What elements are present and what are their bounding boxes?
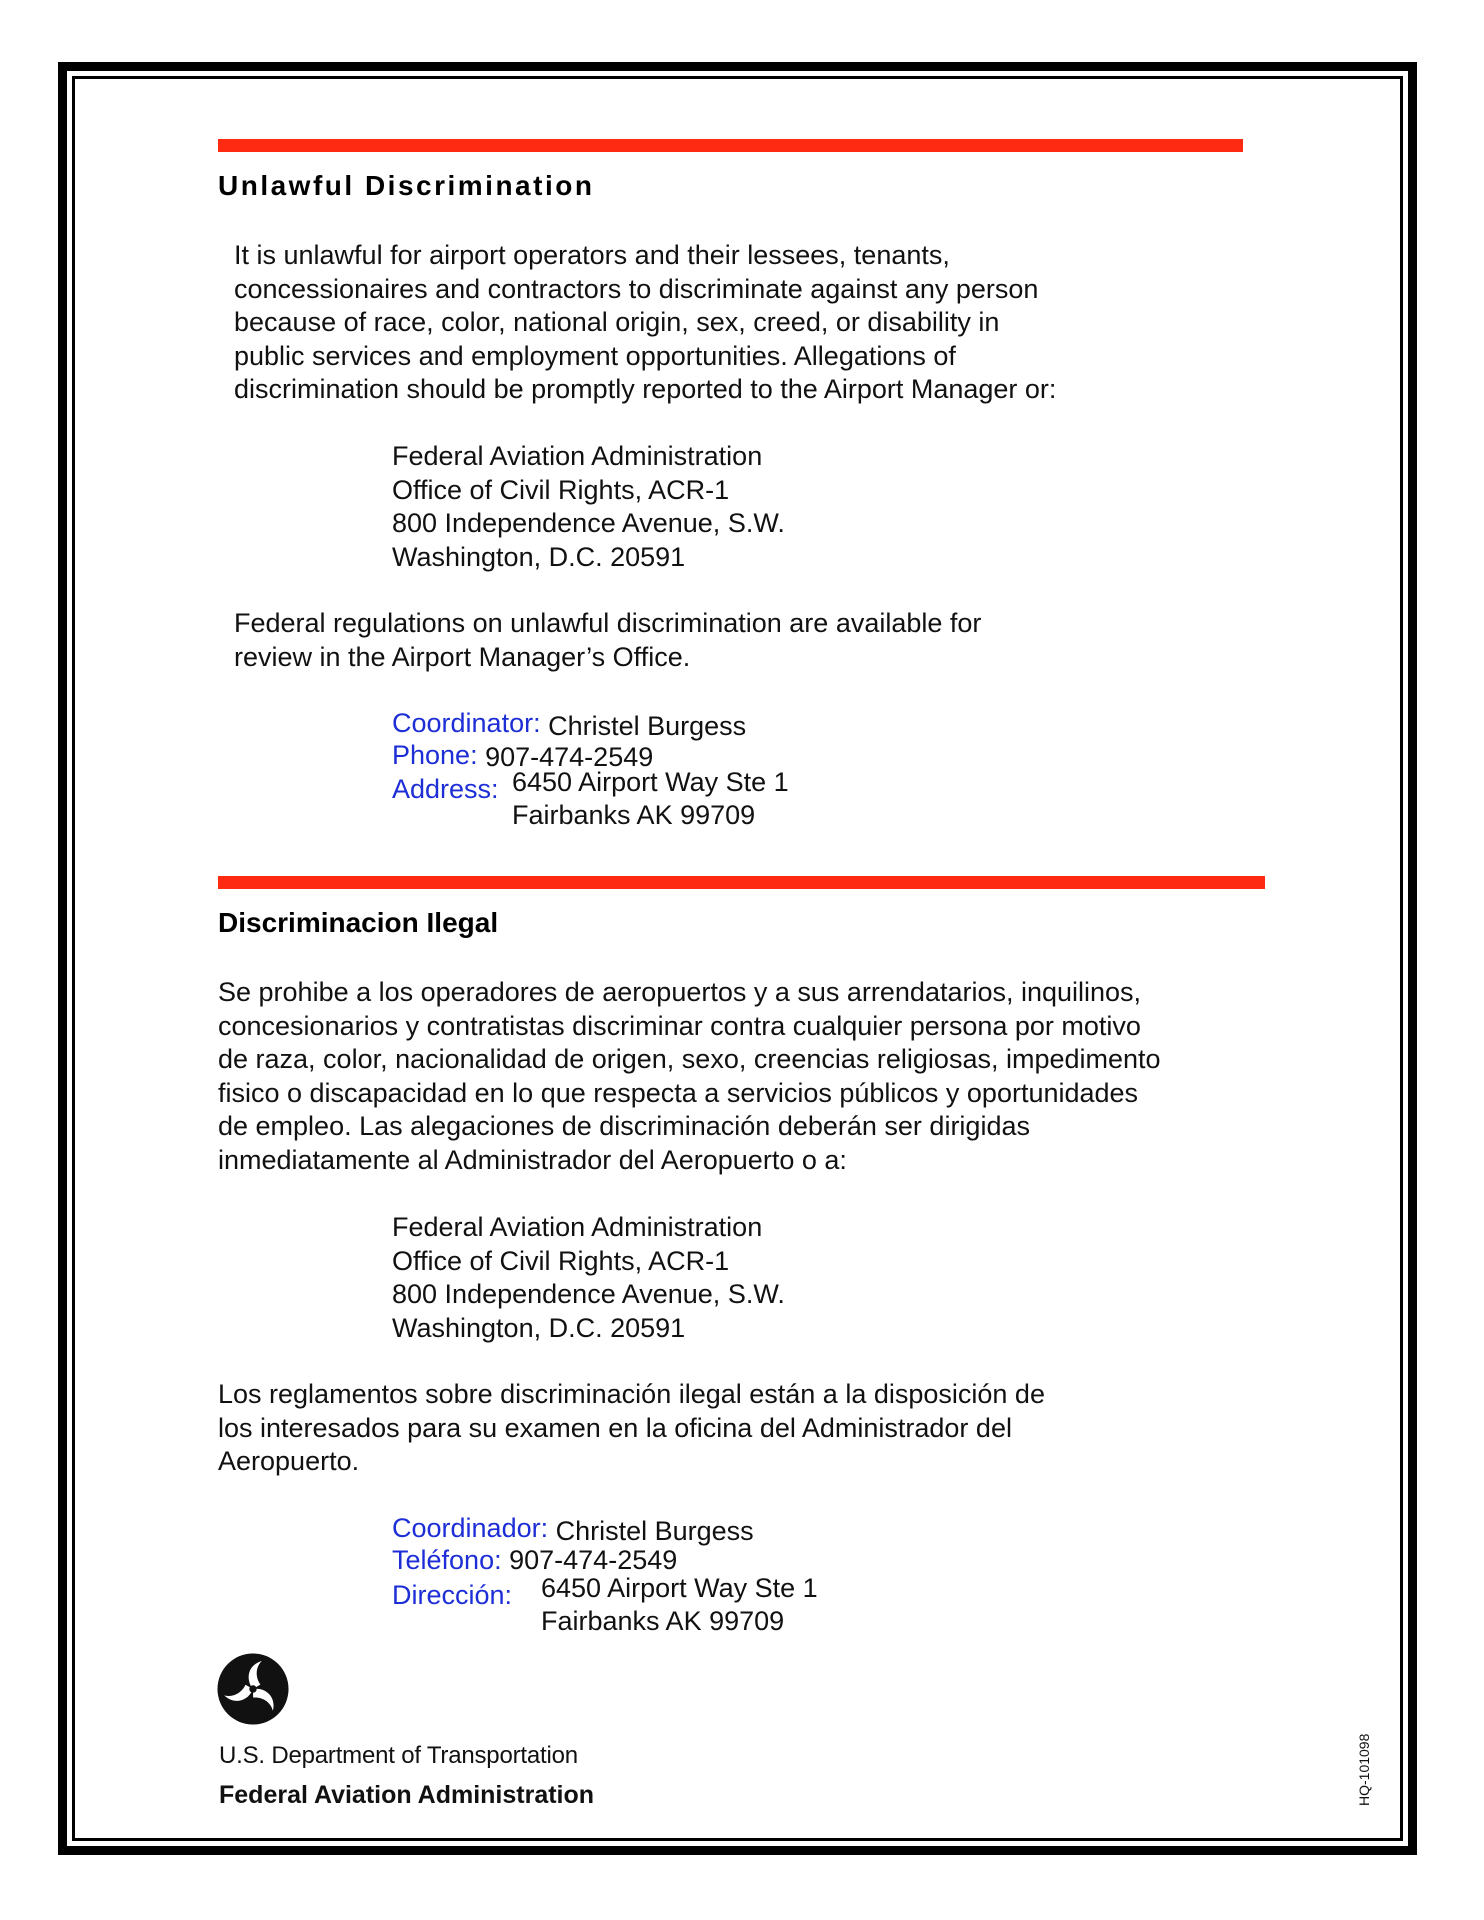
spanish-phone-label: Teléfono: (392, 1545, 502, 1575)
department-name: U.S. Department of Transportation (219, 1742, 578, 1769)
english-coordinator-value: Christel Burgess (548, 711, 747, 741)
spanish-paragraph-1: Se prohibe a los operadores de aeropuertos y a sus arrendatarios, inquilinos, concesionarios y contratistas discriminar contra cualquier persona por motivo de raza, color, nacionalidad de origen, sexo, creencias religiosas, impedimento fisico o discapacidad en lo que respecta a servicios públicos y oportunidades de empleo. Las alegaciones de discriminación deberán ser dirigidas inmediatamente al Administrador del Aeropuerto o a: (218, 977, 1161, 1175)
agency-name: Federal Aviation Administration (219, 1781, 595, 1809)
english-phone-label: Phone: (392, 740, 478, 770)
form-code: HQ-101098 (1356, 1733, 1372, 1806)
english-red-rule (218, 139, 1243, 152)
english-coordinator-row (392, 708, 747, 741)
english-paragraph-1: It is unlawful for airport operators and their lessees, tenants, concessionaires and contractors to discriminate against any person because of race, color, national origin, sex, creed, or disability in public services and employment opportunities. Allegations of discrimination should be promptly reported to the Airport Manager or: (234, 240, 1057, 404)
english-phone-row (392, 740, 653, 770)
spanish-coordinator-label: Coordinador: (392, 1513, 549, 1543)
spanish-address-line-2: Fairbanks AK 99709 (541, 1606, 785, 1636)
english-coordinator-label: Coordinator: (392, 708, 541, 738)
spanish-phone-value: 907-474-2549 (509, 1545, 678, 1575)
spanish-paragraph-2: Los reglamentos sobre discriminación ilegal están a la disposición de los interesados para su examen en la oficina del Administrador del Aeropuerto. (218, 1379, 1045, 1476)
spanish-phone-row (392, 1545, 677, 1575)
dot-logo-svg (216, 1652, 290, 1726)
spanish-address-line-1: 6450 Airport Way Ste 1 (541, 1573, 818, 1603)
english-address-line-2: Fairbanks AK 99709 (512, 800, 756, 830)
spanish-address-label: Dirección: (392, 1580, 513, 1610)
dot-tri-swirl-icon (216, 1652, 290, 1726)
spanish-heading: Discriminacion Ilegal (218, 907, 499, 938)
english-phone-value: 907-474-2549 (485, 742, 654, 772)
english-faa-address: Federal Aviation Administration Office of Civil Rights, ACR-1 800 Independence Avenue, S.W. Washington, D.C. 20591 (392, 441, 785, 572)
english-address-label: Address: (392, 774, 499, 804)
spanish-red-rule (218, 876, 1265, 889)
english-address-line-1: 6450 Airport Way Ste 1 (512, 767, 789, 797)
spanish-address-row (392, 1580, 512, 1610)
english-address-row (392, 774, 499, 804)
english-heading: Unlawful Discrimination (218, 170, 595, 201)
spanish-coordinator-value: Christel Burgess (555, 1516, 754, 1546)
english-paragraph-2: Federal regulations on unlawful discrimination are available for review in the Airport Manager’s Office. (234, 608, 982, 672)
spanish-faa-address: Federal Aviation Administration Office of Civil Rights, ACR-1 800 Independence Avenue, S.W. Washington, D.C. 20591 (392, 1212, 785, 1343)
spanish-coordinator-row (392, 1513, 754, 1546)
